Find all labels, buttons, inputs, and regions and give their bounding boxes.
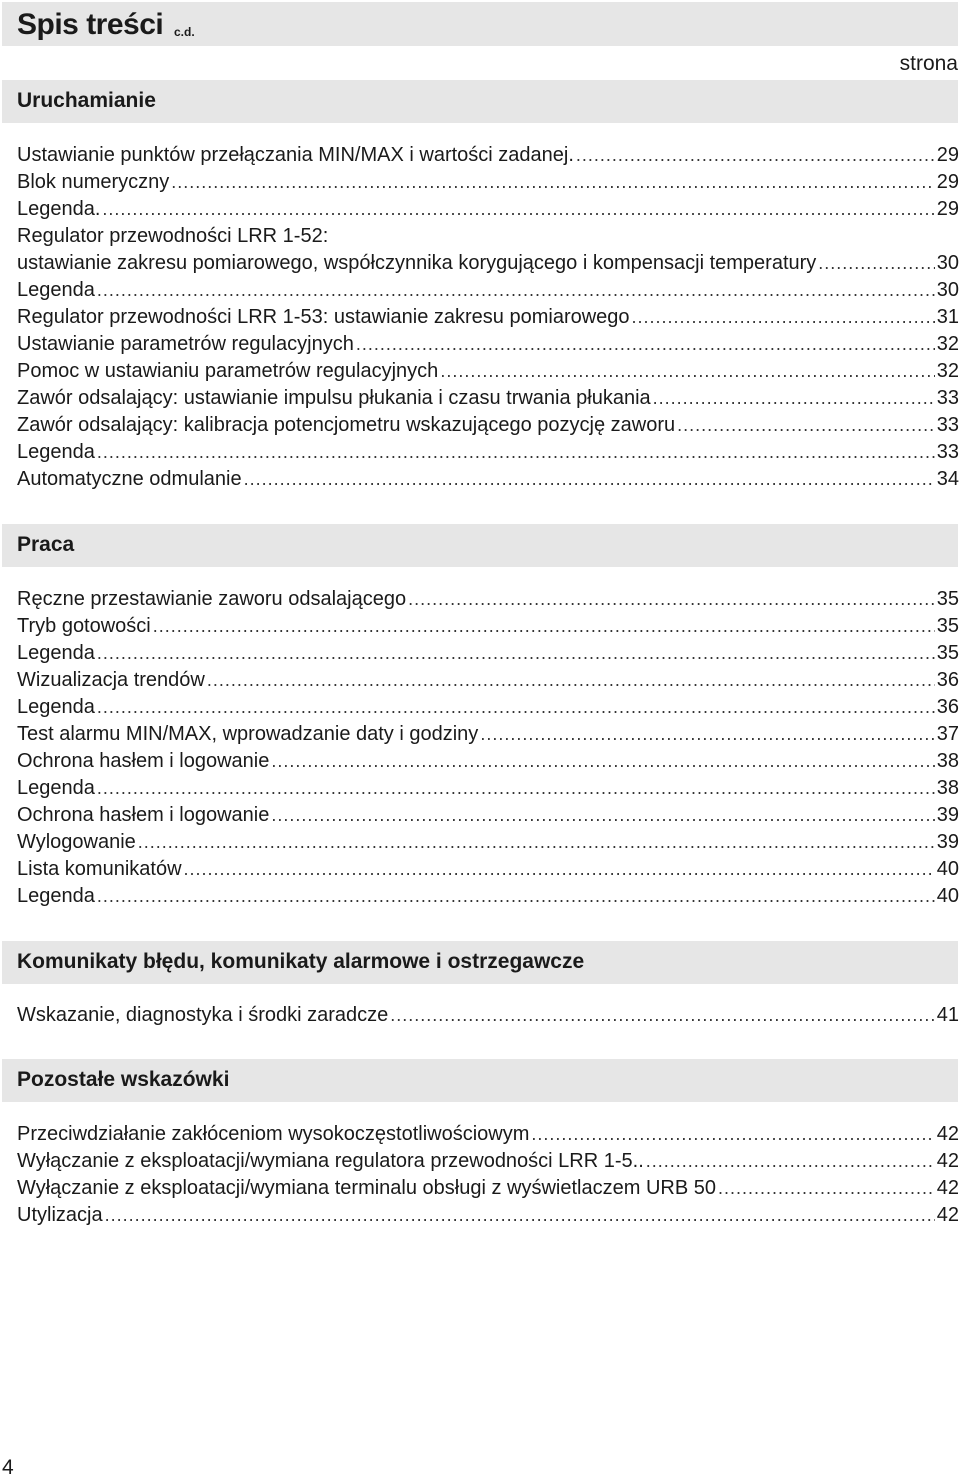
- toc-entry[interactable]: Legenda ..... 38: [17, 775, 959, 802]
- dot-leader: [531, 1121, 934, 1148]
- section-heading-text: Komunikaty błędu, komunikaty alarmowe i ostrzegawcze: [17, 950, 585, 973]
- toc-entry[interactable]: Legenda ..... 36: [17, 694, 959, 721]
- page-subtitle: c.d.: [174, 25, 195, 39]
- section-heading-uruchamianie: [2, 80, 958, 123]
- dot-leader: [97, 439, 935, 466]
- dot-leader: [818, 250, 934, 277]
- toc-entry[interactable]: Ustawianie punktów przełączania MIN/MAX i wartości zadanej. ..... 29: [17, 142, 959, 169]
- toc-entry[interactable]: Legenda ..... 33: [17, 439, 959, 466]
- toc-entry[interactable]: Pomoc w ustawianiu parametrów regulacyjnych ..... 32: [17, 358, 959, 385]
- dot-leader: [184, 856, 935, 883]
- toc-entry[interactable]: Lista komunikatów ..... 40: [17, 856, 959, 883]
- dot-leader: [677, 412, 935, 439]
- toc-entry[interactable]: Legenda ..... 35: [17, 640, 959, 667]
- dot-leader: [390, 1002, 934, 1029]
- dot-leader: [356, 331, 935, 358]
- toc-entry[interactable]: Blok numeryczny ..... 29: [17, 169, 959, 196]
- page-title: Spis treści: [17, 8, 164, 41]
- dot-leader: [97, 694, 935, 721]
- toc-entry[interactable]: Legenda ..... 30: [17, 277, 959, 304]
- toc-list-praca: [17, 586, 959, 910]
- toc-entry[interactable]: Test alarmu MIN/MAX, wprowadzanie daty i godziny ..... 37: [17, 721, 959, 748]
- dot-leader: [646, 1148, 935, 1175]
- toc-entry[interactable]: Wyłączanie z eksploatacji/wymiana terminalu obsługi z wyświetlaczem URB 50 ..... 42: [17, 1175, 959, 1202]
- section-heading-text: Uruchamianie: [17, 89, 156, 112]
- section-heading-text: Pozostałe wskazówki: [17, 1068, 230, 1091]
- toc-entry[interactable]: Przeciwdziałanie zakłóceniom wysokoczęstotliwościowym ..... 42: [17, 1121, 959, 1148]
- dot-leader: [576, 142, 935, 169]
- page-number: 4: [2, 1456, 14, 1479]
- dot-leader: [718, 1175, 935, 1202]
- dot-leader: [244, 466, 935, 493]
- toc-list-uruchamianie: [17, 142, 959, 493]
- toc-entry[interactable]: Wylogowanie ..... 39: [17, 829, 959, 856]
- section-heading-text: Praca: [17, 533, 75, 556]
- toc-entry[interactable]: Ochrona hasłem i logowanie ..... 38: [17, 748, 959, 775]
- dot-leader: [171, 169, 934, 196]
- dot-leader: [97, 640, 935, 667]
- toc-entry[interactable]: Tryb gotowości ..... 35: [17, 613, 959, 640]
- title-bar: [2, 2, 958, 46]
- toc-entry[interactable]: Wizualizacja trendów ..... 36: [17, 667, 959, 694]
- toc-entry-heading: Regulator przewodności LRR 1-52:: [17, 225, 329, 247]
- dot-leader: [271, 802, 934, 829]
- dot-leader: [653, 385, 935, 412]
- toc-list-pozostale: [17, 1121, 959, 1229]
- toc-entry[interactable]: ustawianie zakresu pomiarowego, współczynnika korygującego i kompensacji temperatury ..... 30: [17, 250, 959, 277]
- dot-leader: [207, 667, 935, 694]
- page-column-label: strona: [899, 52, 958, 75]
- toc-entry[interactable]: Utylizacja ..... 42: [17, 1202, 959, 1229]
- dot-leader: [153, 613, 935, 640]
- toc-entry[interactable]: Zawór odsalający: kalibracja potencjometru wskazującego pozycję zaworu ..... 33: [17, 412, 959, 439]
- section-heading-praca: [2, 524, 958, 567]
- dot-leader: [408, 586, 935, 613]
- dot-leader: [440, 358, 934, 385]
- toc-entry[interactable]: Legenda ..... 40: [17, 883, 959, 910]
- toc-entry[interactable]: Zawór odsalający: ustawianie impulsu płukania i czasu trwania płukania ..... 33: [17, 385, 959, 412]
- dot-leader: [97, 277, 935, 304]
- toc-list-komunikaty: [17, 1002, 959, 1029]
- section-heading-pozostale: [2, 1059, 958, 1102]
- dot-leader: [97, 883, 935, 910]
- toc-entry[interactable]: Automatyczne odmulanie ..... 34: [17, 466, 959, 493]
- dot-leader: [102, 196, 934, 223]
- dot-leader: [105, 1202, 935, 1229]
- dot-leader: [97, 775, 935, 802]
- toc-entry[interactable]: Wyłączanie z eksploatacji/wymiana regulatora przewodności LRR 1-5.. ..... 42: [17, 1148, 959, 1175]
- toc-entry[interactable]: Ręczne przestawianie zaworu odsalającego ..... 35: [17, 586, 959, 613]
- toc-entry[interactable]: Ochrona hasłem i logowanie ..... 39: [17, 802, 959, 829]
- dot-leader: [632, 304, 935, 331]
- dot-leader: [271, 748, 934, 775]
- toc-entry[interactable]: Regulator przewodności LRR 1-53: ustawianie zakresu pomiarowego ..... 31: [17, 304, 959, 331]
- toc-entry[interactable]: Legenda. ..... 29: [17, 196, 959, 223]
- dot-leader: [138, 829, 935, 856]
- toc-entry[interactable]: Ustawianie parametrów regulacyjnych ..... 32: [17, 331, 959, 358]
- toc-entry[interactable]: Wskazanie, diagnostyka i środki zaradcze ..... 41: [17, 1002, 959, 1029]
- section-heading-komunikaty: [2, 941, 958, 984]
- dot-leader: [480, 721, 934, 748]
